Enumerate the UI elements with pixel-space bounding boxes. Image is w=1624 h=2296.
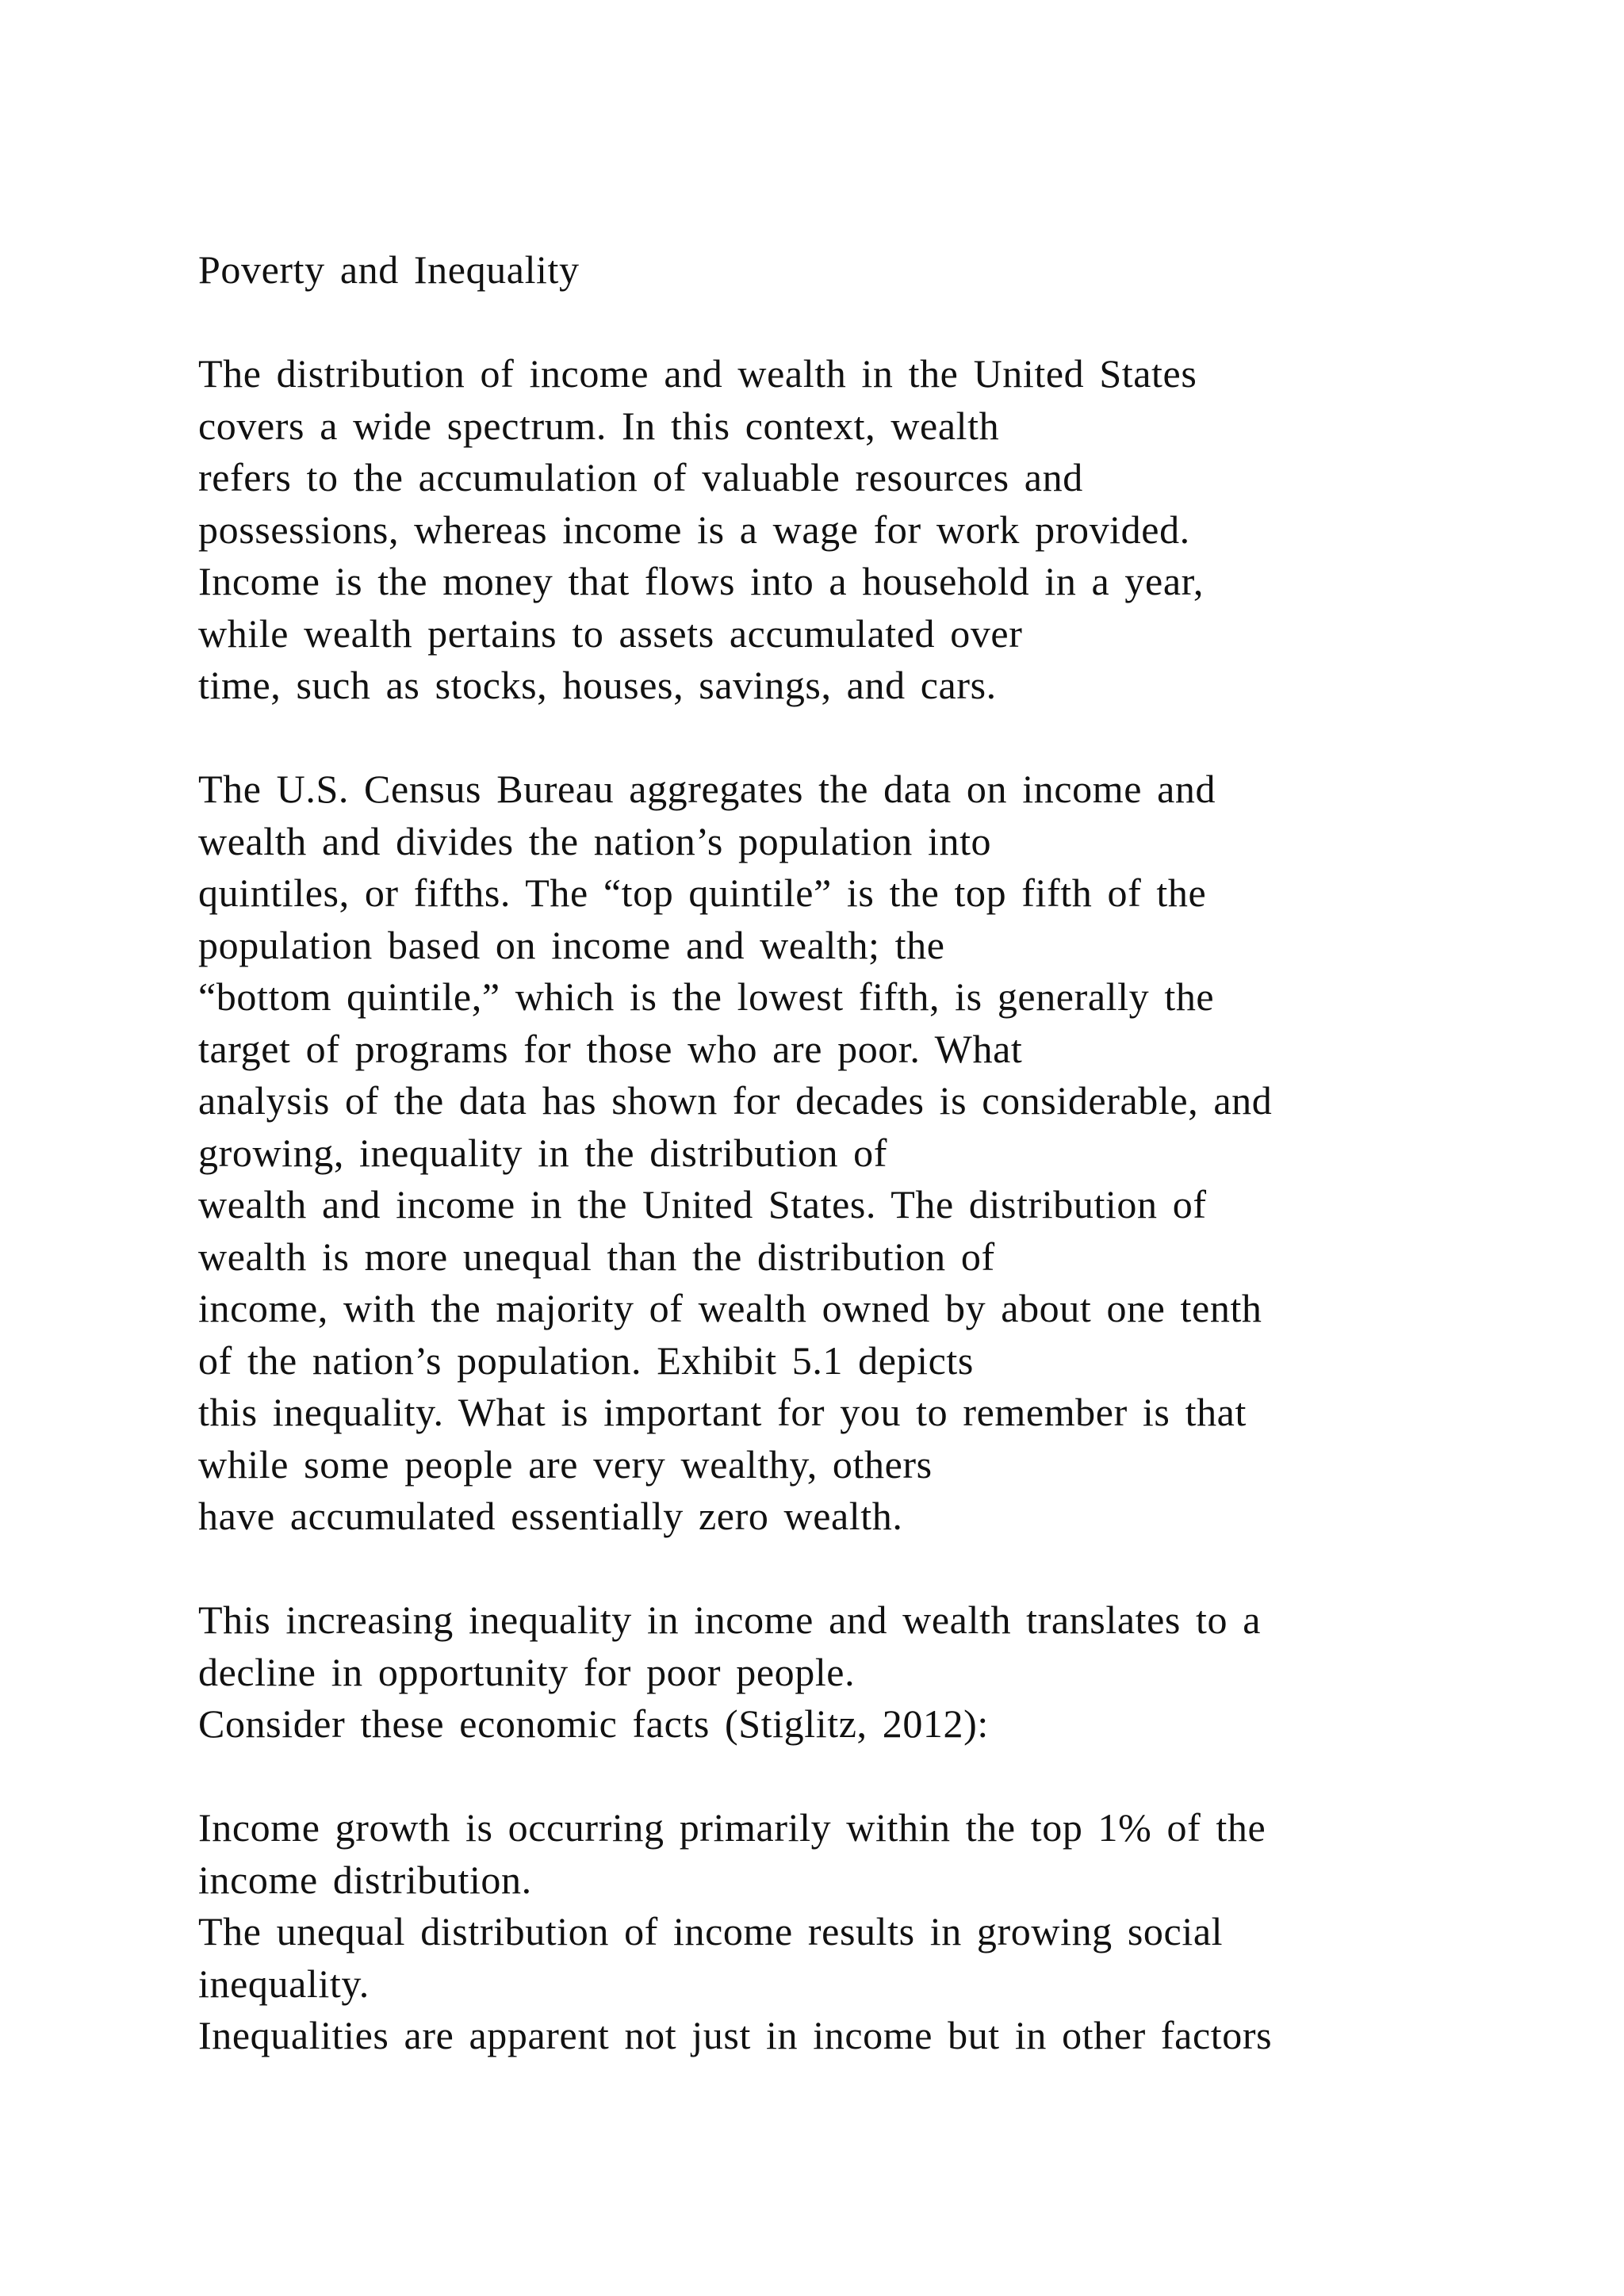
paragraph-2-line-8: growing, inequality in the distribution of bbox=[198, 1130, 887, 1175]
paragraph-2-line-7: analysis of the data has shown for decades is considerable, and bbox=[198, 1078, 1273, 1123]
paragraph-gap bbox=[198, 1751, 1594, 1803]
paragraph-1-line-5: Income is the money that flows into a household in a year, bbox=[198, 559, 1204, 603]
paragraph-gap bbox=[198, 712, 1594, 764]
document-title: Poverty and Inequality bbox=[198, 247, 580, 292]
paragraph-2-line-15: have accumulated essentially zero wealth. bbox=[198, 1494, 903, 1538]
paragraph-3-line-2: decline in opportunity for poor people. bbox=[198, 1649, 856, 1694]
paragraph-4-line-3: The unequal distribution of income results in growing social bbox=[198, 1909, 1224, 1954]
paragraph-4-line-1: Income growth is occurring primarily within the top 1% of the bbox=[198, 1805, 1266, 1850]
paragraph-1-line-6: while wealth pertains to assets accumulated over bbox=[198, 610, 1023, 656]
paragraph-4-line-5: Inequalities are apparent not just in income but in other factors bbox=[198, 2013, 1273, 2057]
paragraph-3-line-3: Consider these economic facts (Stiglitz, 2012): bbox=[198, 1701, 989, 1746]
paragraph-2-line-13: this inequality. What is important for you to remember is that bbox=[198, 1390, 1247, 1434]
paragraph-1-line-7: time, such as stocks, houses, savings, and cars. bbox=[198, 663, 997, 707]
paragraph-1-line-2: covers a wide spectrum. In this context, wealth bbox=[198, 403, 1000, 448]
paragraph-3-line-1: This increasing inequality in income and wealth translates to a bbox=[198, 1598, 1262, 1642]
paragraph-2-line-6: target of programs for those who are poor. What bbox=[198, 1026, 1023, 1071]
document-body bbox=[198, 244, 1594, 2062]
paragraph-2-line-4: population based on income and wealth; the bbox=[198, 922, 945, 967]
paragraph-2-line-2: wealth and divides the nation’s population into bbox=[198, 818, 992, 863]
paragraph-4-line-2: income distribution. bbox=[198, 1857, 532, 1902]
paragraph-2-line-11: income, with the majority of wealth owned by about one tenth bbox=[198, 1286, 1262, 1330]
paragraph-2-line-12: of the nation’s population. Exhibit 5.1 depicts bbox=[198, 1337, 974, 1383]
paragraph-gap bbox=[198, 297, 1594, 349]
paragraph-2-line-9: wealth and income in the United States. The distribution of bbox=[198, 1182, 1207, 1226]
paragraph-2-line-10: wealth is more unequal than the distribution of bbox=[198, 1234, 995, 1279]
paragraph-1-line-1: The distribution of income and wealth in the United States bbox=[198, 351, 1197, 396]
paragraph-2-line-1: The U.S. Census Bureau aggregates the data on income and bbox=[198, 767, 1216, 811]
paragraph-4-line-4: inequality. bbox=[198, 1961, 370, 2006]
paragraph-2-line-3: quintiles, or fifths. The “top quintile” is the top fifth of the bbox=[198, 871, 1207, 915]
paragraph-2-line-5: “bottom quintile,” which is the lowest fifth, is generally the bbox=[198, 974, 1215, 1019]
paragraph-2-line-14: while some people are very wealthy, others bbox=[198, 1441, 933, 1487]
paragraph-1-line-4: possessions, whereas income is a wage for work provided. bbox=[198, 507, 1190, 552]
paragraph-1-line-3: refers to the accumulation of valuable resources and bbox=[198, 455, 1083, 499]
paragraph-gap bbox=[198, 1543, 1594, 1595]
